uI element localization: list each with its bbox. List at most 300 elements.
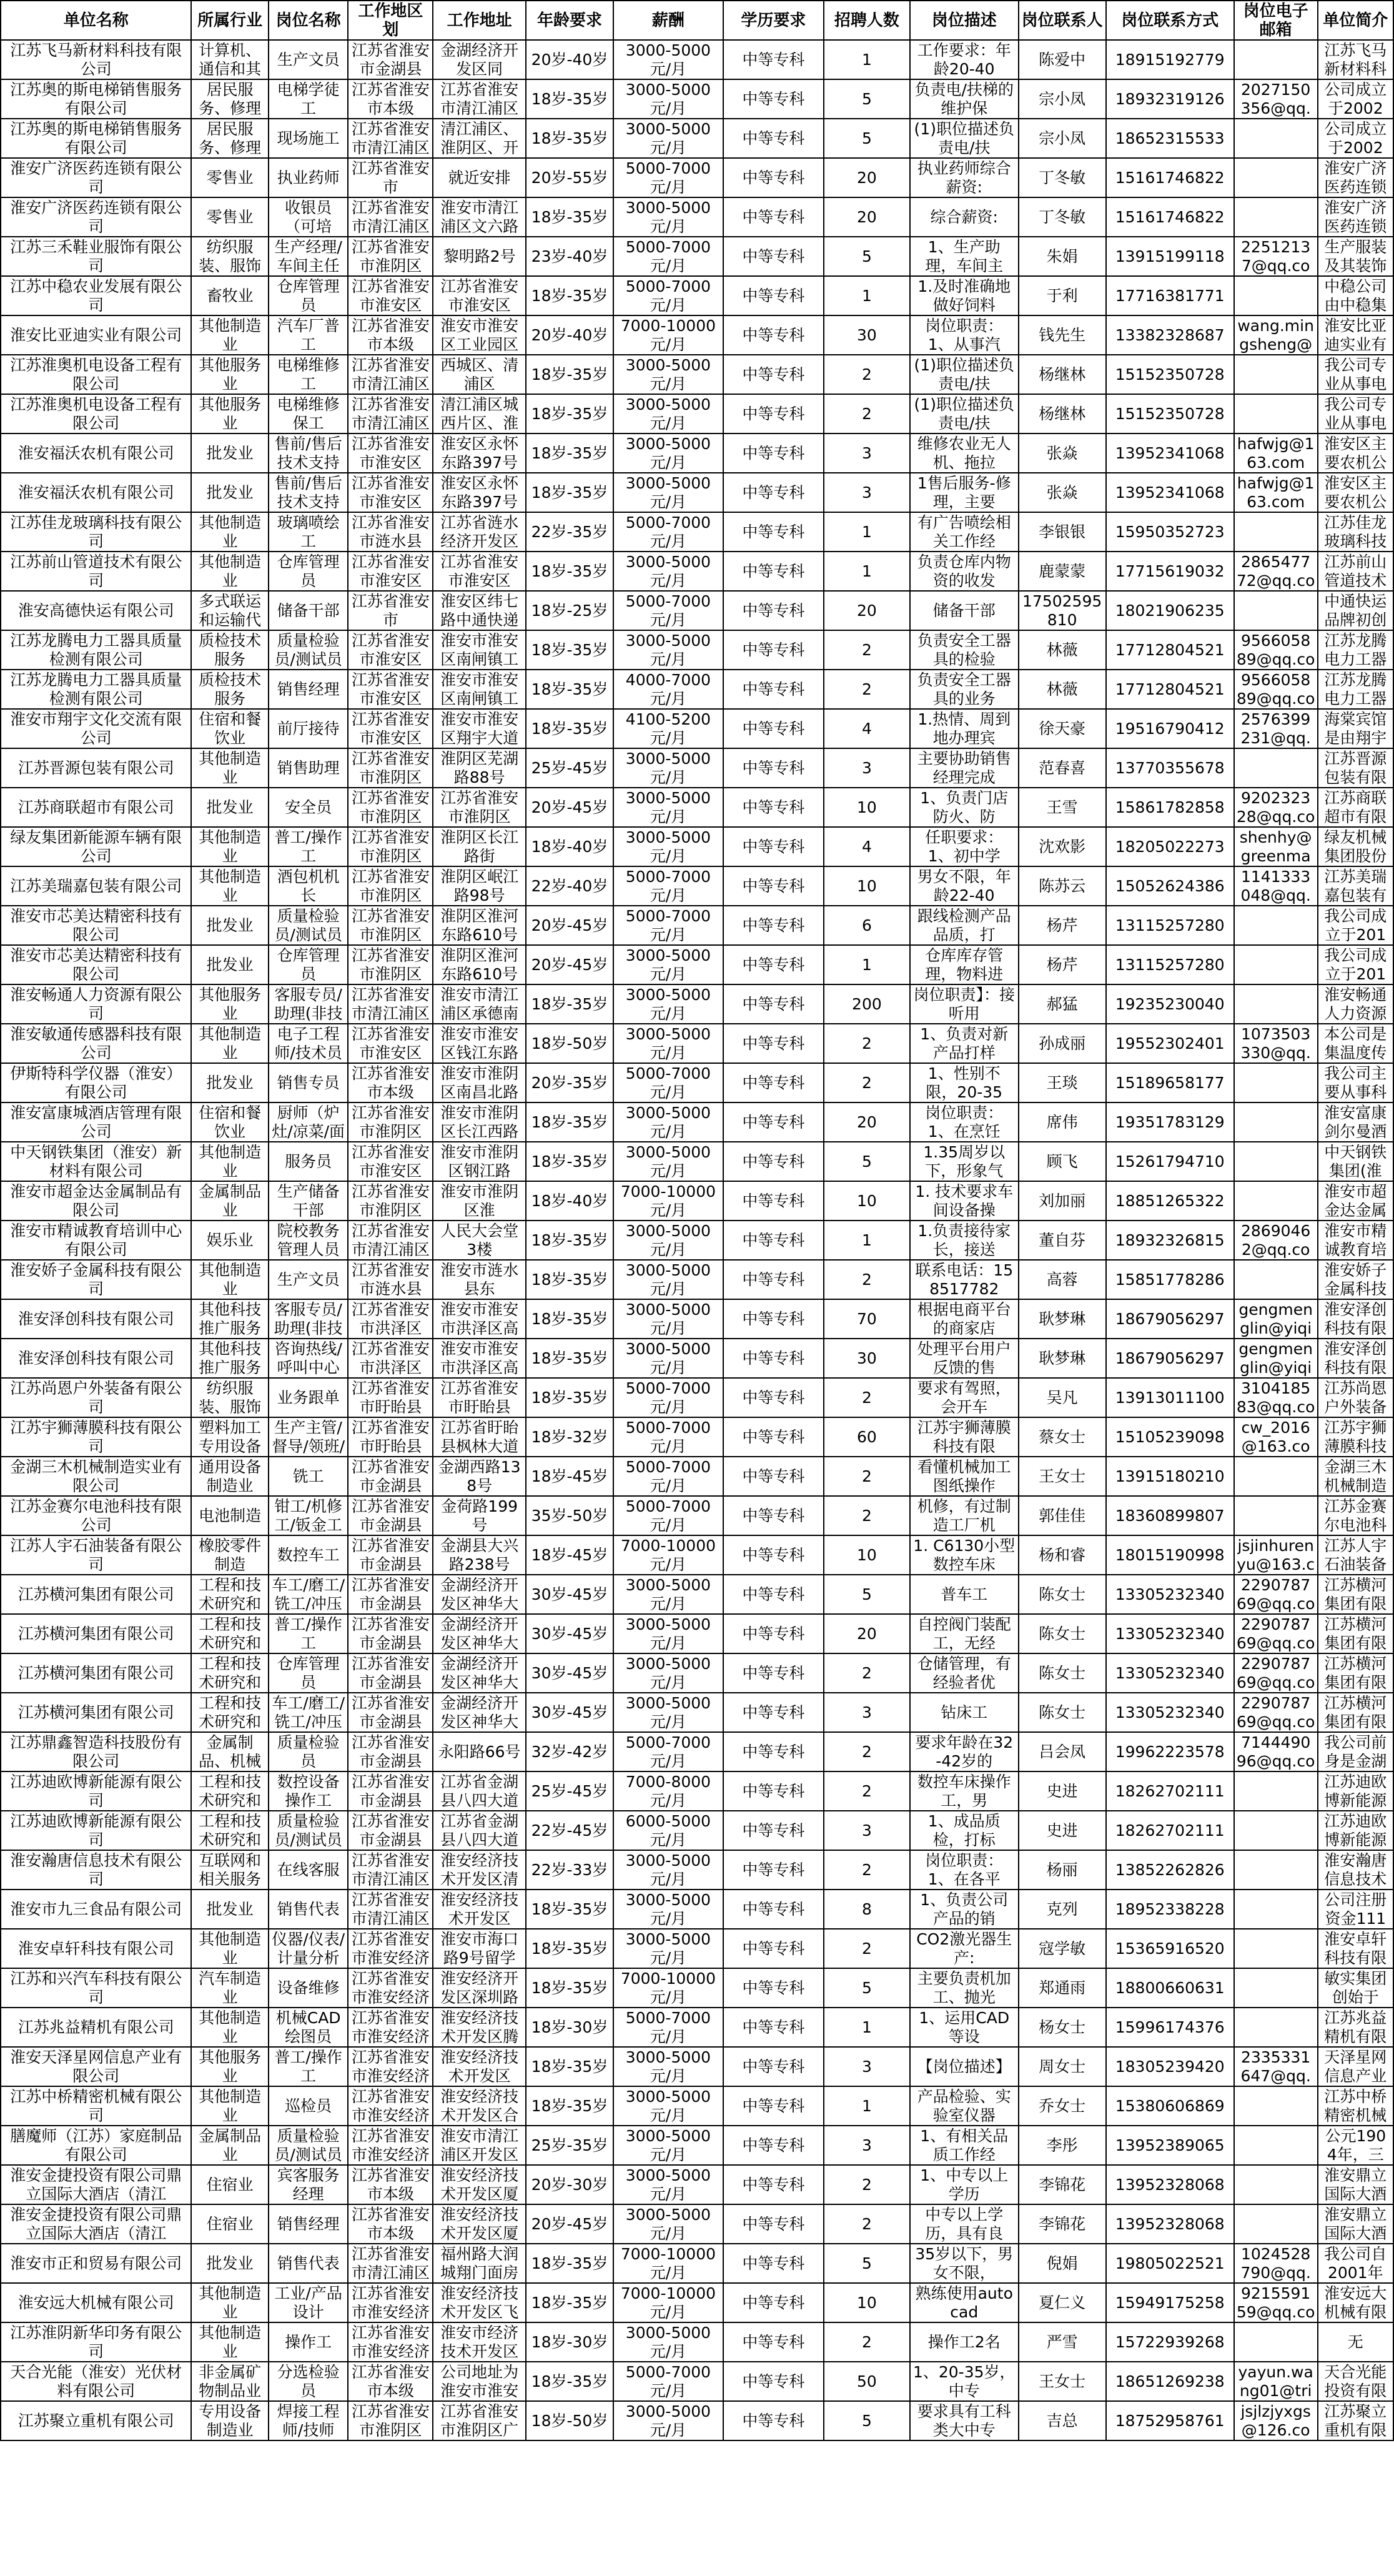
cell-job-description	[910, 1102, 1019, 1142]
cell-company-name	[1, 2204, 191, 2244]
cell-job-title	[269, 473, 348, 512]
cell-industry	[191, 1496, 268, 1535]
cell-contact-person	[1019, 433, 1106, 473]
cell-text: 5000-7000元/月	[625, 1733, 711, 1770]
cell-education	[723, 1929, 824, 1968]
cell-text: 20岁-40岁	[531, 50, 608, 69]
cell-education	[723, 552, 824, 591]
cell-work-address	[433, 709, 526, 748]
cell-contact-phone	[1106, 1063, 1234, 1102]
cell-text: 焊接工程师/技师	[277, 2402, 340, 2439]
cell-work-address	[433, 1811, 526, 1850]
cell-text: 淮阴区芜湖路88号	[440, 749, 519, 786]
cell-text: 淮安市经济技术开发区	[440, 2323, 519, 2361]
cell-work-region	[348, 158, 433, 197]
cell-job-description	[910, 2362, 1019, 2401]
cell-salary	[613, 1771, 723, 1811]
cell-text: 中通快运品牌初创	[1324, 592, 1387, 629]
cell-text: 金湖三木机械制造实业有限公司	[10, 1457, 182, 1495]
cell-text: 3000-5000元/月	[625, 1300, 711, 1337]
cell-text: 天合光能（淮安）光伏材料有限公司	[10, 2362, 182, 2400]
cell-age-requirement	[526, 1181, 613, 1221]
cell-contact-email	[1234, 2401, 1318, 2440]
cell-text: 其他制造业	[199, 1142, 262, 1180]
cell-industry	[191, 237, 268, 276]
cell-work-region	[348, 2401, 433, 2440]
cell-industry	[191, 2086, 268, 2126]
cell-contact-person	[1019, 748, 1106, 788]
table-row	[1, 748, 1393, 788]
cell-contact-person	[1019, 2126, 1106, 2165]
cell-text: 20	[857, 601, 877, 620]
cell-education	[723, 748, 824, 788]
cell-text: 2	[861, 1388, 872, 1407]
cell-work-address	[433, 591, 526, 630]
cell-job-title	[269, 158, 348, 197]
cell-salary	[613, 512, 723, 552]
cell-headcount	[824, 827, 910, 866]
cell-text: 中等专科	[742, 89, 805, 108]
cell-text: 19516790412	[1115, 719, 1225, 738]
cell-education	[723, 1102, 824, 1142]
cell-text: 淮安市超金达金属	[1324, 1182, 1387, 1219]
cell-work-address	[433, 512, 526, 552]
cell-contact-email	[1234, 1771, 1318, 1811]
cell-education	[723, 1024, 824, 1063]
column-header-salary: 薪酬	[613, 1, 723, 40]
cell-text: 公司注册资金111	[1324, 1890, 1387, 1928]
cell-contact-person	[1019, 1890, 1106, 1929]
cell-industry	[191, 591, 268, 630]
cell-text: 1、中专以上学历	[920, 2166, 1009, 2203]
cell-text: 18262702111	[1115, 1821, 1225, 1840]
cell-text: 淮安市淮安市洪泽区高	[440, 1339, 519, 1377]
cell-text: 5	[861, 129, 872, 147]
cell-text: 现场施工	[277, 129, 340, 147]
cell-text: 2	[861, 365, 872, 384]
cell-education	[723, 1535, 824, 1575]
cell-age-requirement	[526, 1535, 613, 1575]
cell-text: 江苏省淮安市淮安经济	[351, 2284, 430, 2321]
cell-text: 15161746822	[1115, 207, 1225, 226]
cell-contact-phone	[1106, 1653, 1234, 1693]
cell-work-region	[348, 1575, 433, 1614]
cell-salary	[613, 2204, 723, 2244]
table-row	[1, 276, 1393, 315]
cell-text: 江苏省淮安市淮阴区	[351, 2402, 430, 2439]
cell-text: 3	[861, 2057, 872, 2076]
cell-education	[723, 1063, 824, 1102]
cell-text: 纺织服装、服饰	[199, 1379, 262, 1416]
cell-text: 13952341068	[1115, 483, 1225, 502]
cell-education	[723, 197, 824, 237]
cell-text: 江苏省淮安市金湖县	[351, 1772, 430, 1810]
cell-age-requirement	[526, 315, 613, 355]
cell-text: hafwjg@163.com	[1237, 473, 1315, 511]
cell-text: 1141333048@qq.	[1240, 867, 1311, 904]
cell-work-address	[433, 788, 526, 827]
cell-text: 淮安市芯美达精密科技有限公司	[10, 946, 182, 983]
cell-job-title	[269, 40, 348, 79]
cell-job-description	[910, 670, 1019, 709]
cell-company-name	[1, 2086, 191, 2126]
cell-text: 倪娟	[1046, 2254, 1078, 2272]
cell-salary	[613, 1929, 723, 1968]
cell-contact-email	[1234, 2362, 1318, 2401]
cell-text: 20岁-45岁	[531, 916, 608, 934]
cell-work-region	[348, 2086, 433, 2126]
cell-job-title	[269, 2126, 348, 2165]
cell-text: 丁冬敏	[1039, 168, 1086, 187]
cell-text: 中等专科	[742, 1349, 805, 1367]
table-row	[1, 2165, 1393, 2204]
cell-text: gengmenglin@yiqi	[1238, 1300, 1313, 1337]
cell-text: 3000-5000元/月	[625, 1575, 711, 1613]
table-row	[1, 2322, 1393, 2362]
cell-contact-phone	[1106, 906, 1234, 945]
cell-text: 淮安市精诚教育培训中心有限公司	[10, 1221, 182, 1259]
cell-text: 中等专科	[742, 601, 805, 620]
cell-text: 25岁-35岁	[531, 2136, 608, 2154]
cell-salary	[613, 788, 723, 827]
cell-contact-email	[1234, 2126, 1318, 2165]
cell-text: 橡胶零件制造	[199, 1536, 262, 1573]
cell-text: 17712804521	[1115, 680, 1225, 698]
cell-text: 中等专科	[742, 1309, 805, 1328]
cell-company-intro	[1318, 2322, 1393, 2362]
cell-work-region	[348, 433, 433, 473]
cell-text: 4100-5200元/月	[625, 710, 711, 747]
cell-text: 1、负责门店防火、防	[920, 788, 1009, 826]
cell-text: 林薇	[1046, 680, 1078, 698]
cell-text: 伊斯特科学仪器（淮安）有限公司	[10, 1064, 182, 1101]
table-row	[1, 1614, 1393, 1653]
cell-text: 中等专科	[742, 2293, 805, 2312]
cell-text: 中等专科	[742, 876, 805, 895]
cell-text: 中等专科	[742, 1663, 805, 1682]
cell-text: 江苏尚恩户外装备有限公司	[10, 1379, 182, 1416]
cell-text: 中等专科	[742, 1112, 805, 1131]
cell-text: 刘加丽	[1039, 1191, 1086, 1210]
cell-text: 江苏迪欧博新能源有限公司	[10, 1772, 182, 1810]
cell-text: 塑料加工专用设备	[199, 1418, 262, 1455]
cell-text: 5000-7000元/月	[625, 513, 711, 550]
cell-text: 5000-7000元/月	[625, 867, 711, 904]
cell-headcount	[824, 394, 910, 433]
cell-text: 江苏省淮安市清江浦区	[351, 1851, 430, 1888]
cell-contact-person	[1019, 1732, 1106, 1771]
cell-headcount	[824, 2204, 910, 2244]
cell-job-title	[269, 2204, 348, 2244]
cell-text: 熟练使用autocad	[915, 2284, 1013, 2321]
cell-job-title	[269, 1417, 348, 1457]
cell-text: 中等专科	[742, 1545, 805, 1564]
cell-text: 林薇	[1046, 640, 1078, 659]
cell-text: 25岁-45岁	[531, 1781, 608, 1800]
cell-work-address	[433, 1535, 526, 1575]
cell-text: 其他制造业	[199, 828, 262, 865]
table-row	[1, 1457, 1393, 1496]
cell-education	[723, 1221, 824, 1260]
cell-job-title	[269, 1181, 348, 1221]
cell-text: 20岁-45岁	[531, 955, 608, 974]
column-header-contact-phone: 岗位联系方式	[1106, 1, 1234, 40]
cell-text: 18岁-30岁	[531, 2332, 608, 2351]
cell-work-address	[433, 1457, 526, 1496]
cell-text: 岗位职责：1、在烹饪	[925, 1103, 1004, 1141]
cell-company-name	[1, 1457, 191, 1496]
cell-text: 15105239098	[1115, 1427, 1225, 1446]
cell-company-name	[1, 1221, 191, 1260]
cell-job-title	[269, 1378, 348, 1417]
cell-text: 江苏省淮安市金湖县	[351, 1811, 430, 1849]
cell-headcount	[824, 2283, 910, 2322]
table-row	[1, 119, 1393, 158]
cell-job-title	[269, 2047, 348, 2086]
cell-text: 江苏省淮安市	[351, 159, 430, 196]
cell-text: 2	[861, 1270, 872, 1289]
cell-text: 仓库管理员	[277, 277, 340, 314]
cell-text: 淮安市淮安区钱江东路	[440, 1024, 519, 1062]
cell-text: 江苏省淮安市清江浦区	[351, 1890, 430, 1928]
cell-text: 岗位职责】：接听用	[913, 985, 1015, 1023]
cell-headcount	[824, 2126, 910, 2165]
cell-text: 其他制造业	[199, 1930, 262, 1967]
cell-job-title	[269, 79, 348, 119]
cell-text: 3000-5000元/月	[625, 119, 711, 157]
cell-text: 3	[861, 2136, 872, 2154]
cell-text: 20	[857, 168, 877, 187]
table-row	[1, 1771, 1393, 1811]
cell-industry	[191, 40, 268, 79]
cell-industry	[191, 1063, 268, 1102]
cell-job-title	[269, 1457, 348, 1496]
cell-contact-email	[1234, 1024, 1318, 1063]
cell-age-requirement	[526, 2165, 613, 2204]
cell-job-title	[269, 1850, 348, 1890]
cell-text: 中专以上学历，具有良	[925, 2205, 1004, 2242]
cell-company-name	[1, 1693, 191, 1732]
cell-text: 淮安泽创科技有限公司	[17, 1349, 174, 1367]
cell-text: 宗小凤	[1039, 129, 1086, 147]
cell-headcount	[824, 630, 910, 670]
cell-work-region	[348, 788, 433, 827]
cell-text: 江苏省淮安市金湖县	[351, 1575, 430, 1613]
cell-job-description	[910, 709, 1019, 748]
cell-text: 男女不限，年龄22-40	[917, 867, 1011, 904]
cell-contact-email	[1234, 1496, 1318, 1535]
cell-salary	[613, 2283, 723, 2322]
cell-company-name	[1, 1339, 191, 1378]
cell-text: 王琰	[1046, 1073, 1078, 1092]
header-row	[1, 1, 1393, 40]
cell-company-name	[1, 2008, 191, 2047]
cell-text: 3000-5000元/月	[625, 1261, 711, 1298]
cell-text: 我公司自2001年	[1324, 2244, 1387, 2282]
cell-work-region	[348, 1535, 433, 1575]
cell-job-description	[910, 473, 1019, 512]
cell-work-address	[433, 1653, 526, 1693]
cell-company-name	[1, 1890, 191, 1929]
cell-text: 质检技术服务	[199, 631, 262, 668]
cell-work-region	[348, 1221, 433, 1260]
column-header-headcount: 招聘人数	[824, 1, 910, 40]
cell-salary	[613, 2401, 723, 2440]
cell-text: 江苏省淮安市清江浦区	[351, 395, 430, 432]
cell-text: 中等专科	[742, 1231, 805, 1249]
cell-text: 13305232340	[1115, 1703, 1225, 1721]
cell-text: 玻璃喷绘工	[277, 513, 340, 550]
cell-job-title	[269, 1299, 348, 1339]
cell-text: 其他服务业	[199, 2048, 262, 2085]
cell-company-name	[1, 552, 191, 591]
cell-text: 22岁-35岁	[531, 522, 608, 541]
cell-company-name	[1, 1181, 191, 1221]
cell-job-title	[269, 2322, 348, 2362]
cell-text: 中等专科	[742, 2057, 805, 2076]
cell-text: cw_2016@163.co	[1241, 1418, 1310, 1455]
cell-contact-person	[1019, 276, 1106, 315]
cell-text: 2	[861, 1467, 872, 1485]
cell-contact-phone	[1106, 1260, 1234, 1299]
cell-contact-person	[1019, 1339, 1106, 1378]
cell-job-description	[910, 630, 1019, 670]
cell-text: 工程和技术研究和	[199, 1615, 262, 1652]
cell-education	[723, 1811, 824, 1850]
cell-text: 1、20-35岁，中专	[912, 2362, 1016, 2400]
cell-contact-person	[1019, 2362, 1106, 2401]
cell-text: 钳工/机修工/钣金工	[274, 1497, 342, 1534]
cell-contact-email	[1234, 119, 1318, 158]
cell-text: 10	[857, 1191, 877, 1210]
cell-text: 乔女士	[1039, 2096, 1086, 2115]
cell-text: 天合光能投资有限	[1324, 2362, 1387, 2400]
cell-age-requirement	[526, 1102, 613, 1142]
cell-age-requirement	[526, 2362, 613, 2401]
cell-salary	[613, 2008, 723, 2047]
table-row	[1, 827, 1393, 866]
cell-text: 生产文员	[277, 50, 340, 69]
cell-job-title	[269, 984, 348, 1024]
cell-text: 中等专科	[742, 719, 805, 738]
cell-contact-phone	[1106, 1693, 1234, 1732]
cell-salary	[613, 394, 723, 433]
cell-work-address	[433, 2322, 526, 2362]
cell-company-intro	[1318, 1221, 1393, 1260]
cell-headcount	[824, 1811, 910, 1850]
cell-text: 18205022273	[1115, 837, 1225, 856]
cell-job-description	[910, 1299, 1019, 1339]
cell-contact-phone	[1106, 158, 1234, 197]
cell-text: 中等专科	[742, 483, 805, 502]
cell-education	[723, 1850, 824, 1890]
cell-text: 18651269238	[1115, 2372, 1225, 2390]
cell-text: 淮安娇子金属科技有限公司	[10, 1261, 182, 1298]
cell-text: 其他服务业	[199, 395, 262, 432]
cell-text: 淮安经济技术开发区飞	[440, 2284, 519, 2321]
cell-company-name	[1, 394, 191, 433]
cell-education	[723, 670, 824, 709]
cell-text: 1、有相关品质工作经	[920, 2126, 1009, 2164]
cell-job-title	[269, 2086, 348, 2126]
cell-text: 汽车制造业	[199, 1969, 262, 2006]
cell-text: 杨继林	[1039, 404, 1086, 423]
cell-work-address	[433, 119, 526, 158]
cell-text: 3000-5000元/月	[625, 2048, 711, 2085]
cell-text: hafwjg@163.com	[1237, 434, 1315, 472]
cell-education	[723, 866, 824, 906]
cell-text: 任职要求：1、初中学	[925, 828, 1004, 865]
cell-contact-email	[1234, 670, 1318, 709]
cell-industry	[191, 748, 268, 788]
cell-text: 江苏省淮安市涟水县	[351, 1261, 430, 1298]
cell-text: 18岁-35岁	[531, 1939, 608, 1958]
cell-job-title	[269, 433, 348, 473]
cell-text: 1、负责对新产品打样	[920, 1024, 1009, 1062]
cell-text: 钱先生	[1039, 325, 1086, 344]
cell-age-requirement	[526, 1575, 613, 1614]
cell-text: 其他服务业	[199, 355, 262, 393]
cell-text: 其他制造业	[199, 2284, 262, 2321]
cell-work-address	[433, 315, 526, 355]
cell-work-region	[348, 748, 433, 788]
cell-work-address	[433, 2401, 526, 2440]
cell-age-requirement	[526, 1339, 613, 1378]
cell-company-name	[1, 748, 191, 788]
cell-text: 江苏美瑞嘉包装有	[1324, 867, 1387, 904]
cell-company-intro	[1318, 1063, 1393, 1102]
cell-text: 江苏和兴汽车科技有限公司	[10, 1969, 182, 2006]
cell-contact-email	[1234, 394, 1318, 433]
cell-text: 金湖经济开发区神华大	[440, 1654, 519, 1692]
cell-headcount	[824, 1575, 910, 1614]
cell-text: 机械CAD绘图员	[275, 2008, 341, 2046]
cell-contact-phone	[1106, 1771, 1234, 1811]
cell-company-intro	[1318, 394, 1393, 433]
cell-contact-email	[1234, 552, 1318, 591]
cell-company-intro	[1318, 827, 1393, 866]
cell-text: 我公司专业从事电	[1324, 395, 1387, 432]
cell-job-title	[269, 1575, 348, 1614]
cell-text: 18岁-35岁	[531, 1112, 608, 1131]
cell-text: 22岁-33岁	[531, 1860, 608, 1879]
cell-text: 江苏中桥精密机械有限公司	[10, 2087, 182, 2124]
cell-text: 淮安经济技术开发区	[440, 1890, 519, 1928]
cell-text: 江苏前山管道技术有限公司	[10, 552, 182, 590]
cell-headcount	[824, 748, 910, 788]
cell-text: 江苏省淮安市本级	[351, 316, 430, 354]
cell-contact-phone	[1106, 2244, 1234, 2283]
cell-text: 负责安全工器具的业务	[917, 670, 1011, 708]
cell-contact-phone	[1106, 866, 1234, 906]
cell-text: 批发业	[206, 955, 254, 974]
cell-text: 淮安比亚迪实业有	[1324, 316, 1387, 354]
cell-company-intro	[1318, 1417, 1393, 1457]
cell-text: 江苏省淮安市本级	[351, 1064, 430, 1101]
cell-contact-phone	[1106, 276, 1234, 315]
cell-text: 中等专科	[742, 1467, 805, 1485]
cell-text: 仓储管理，有经验者优	[917, 1654, 1011, 1692]
cell-age-requirement	[526, 2244, 613, 2283]
cell-contact-email	[1234, 473, 1318, 512]
cell-text: 淮安市九三食品有限公司	[10, 1900, 182, 1918]
cell-text: 3000-5000元/月	[625, 1024, 711, 1062]
cell-text: 3	[861, 758, 872, 777]
cell-job-title	[269, 1142, 348, 1181]
cell-company-intro	[1318, 945, 1393, 984]
table-row	[1, 2086, 1393, 2126]
cell-text: 18岁-32岁	[531, 1427, 608, 1446]
